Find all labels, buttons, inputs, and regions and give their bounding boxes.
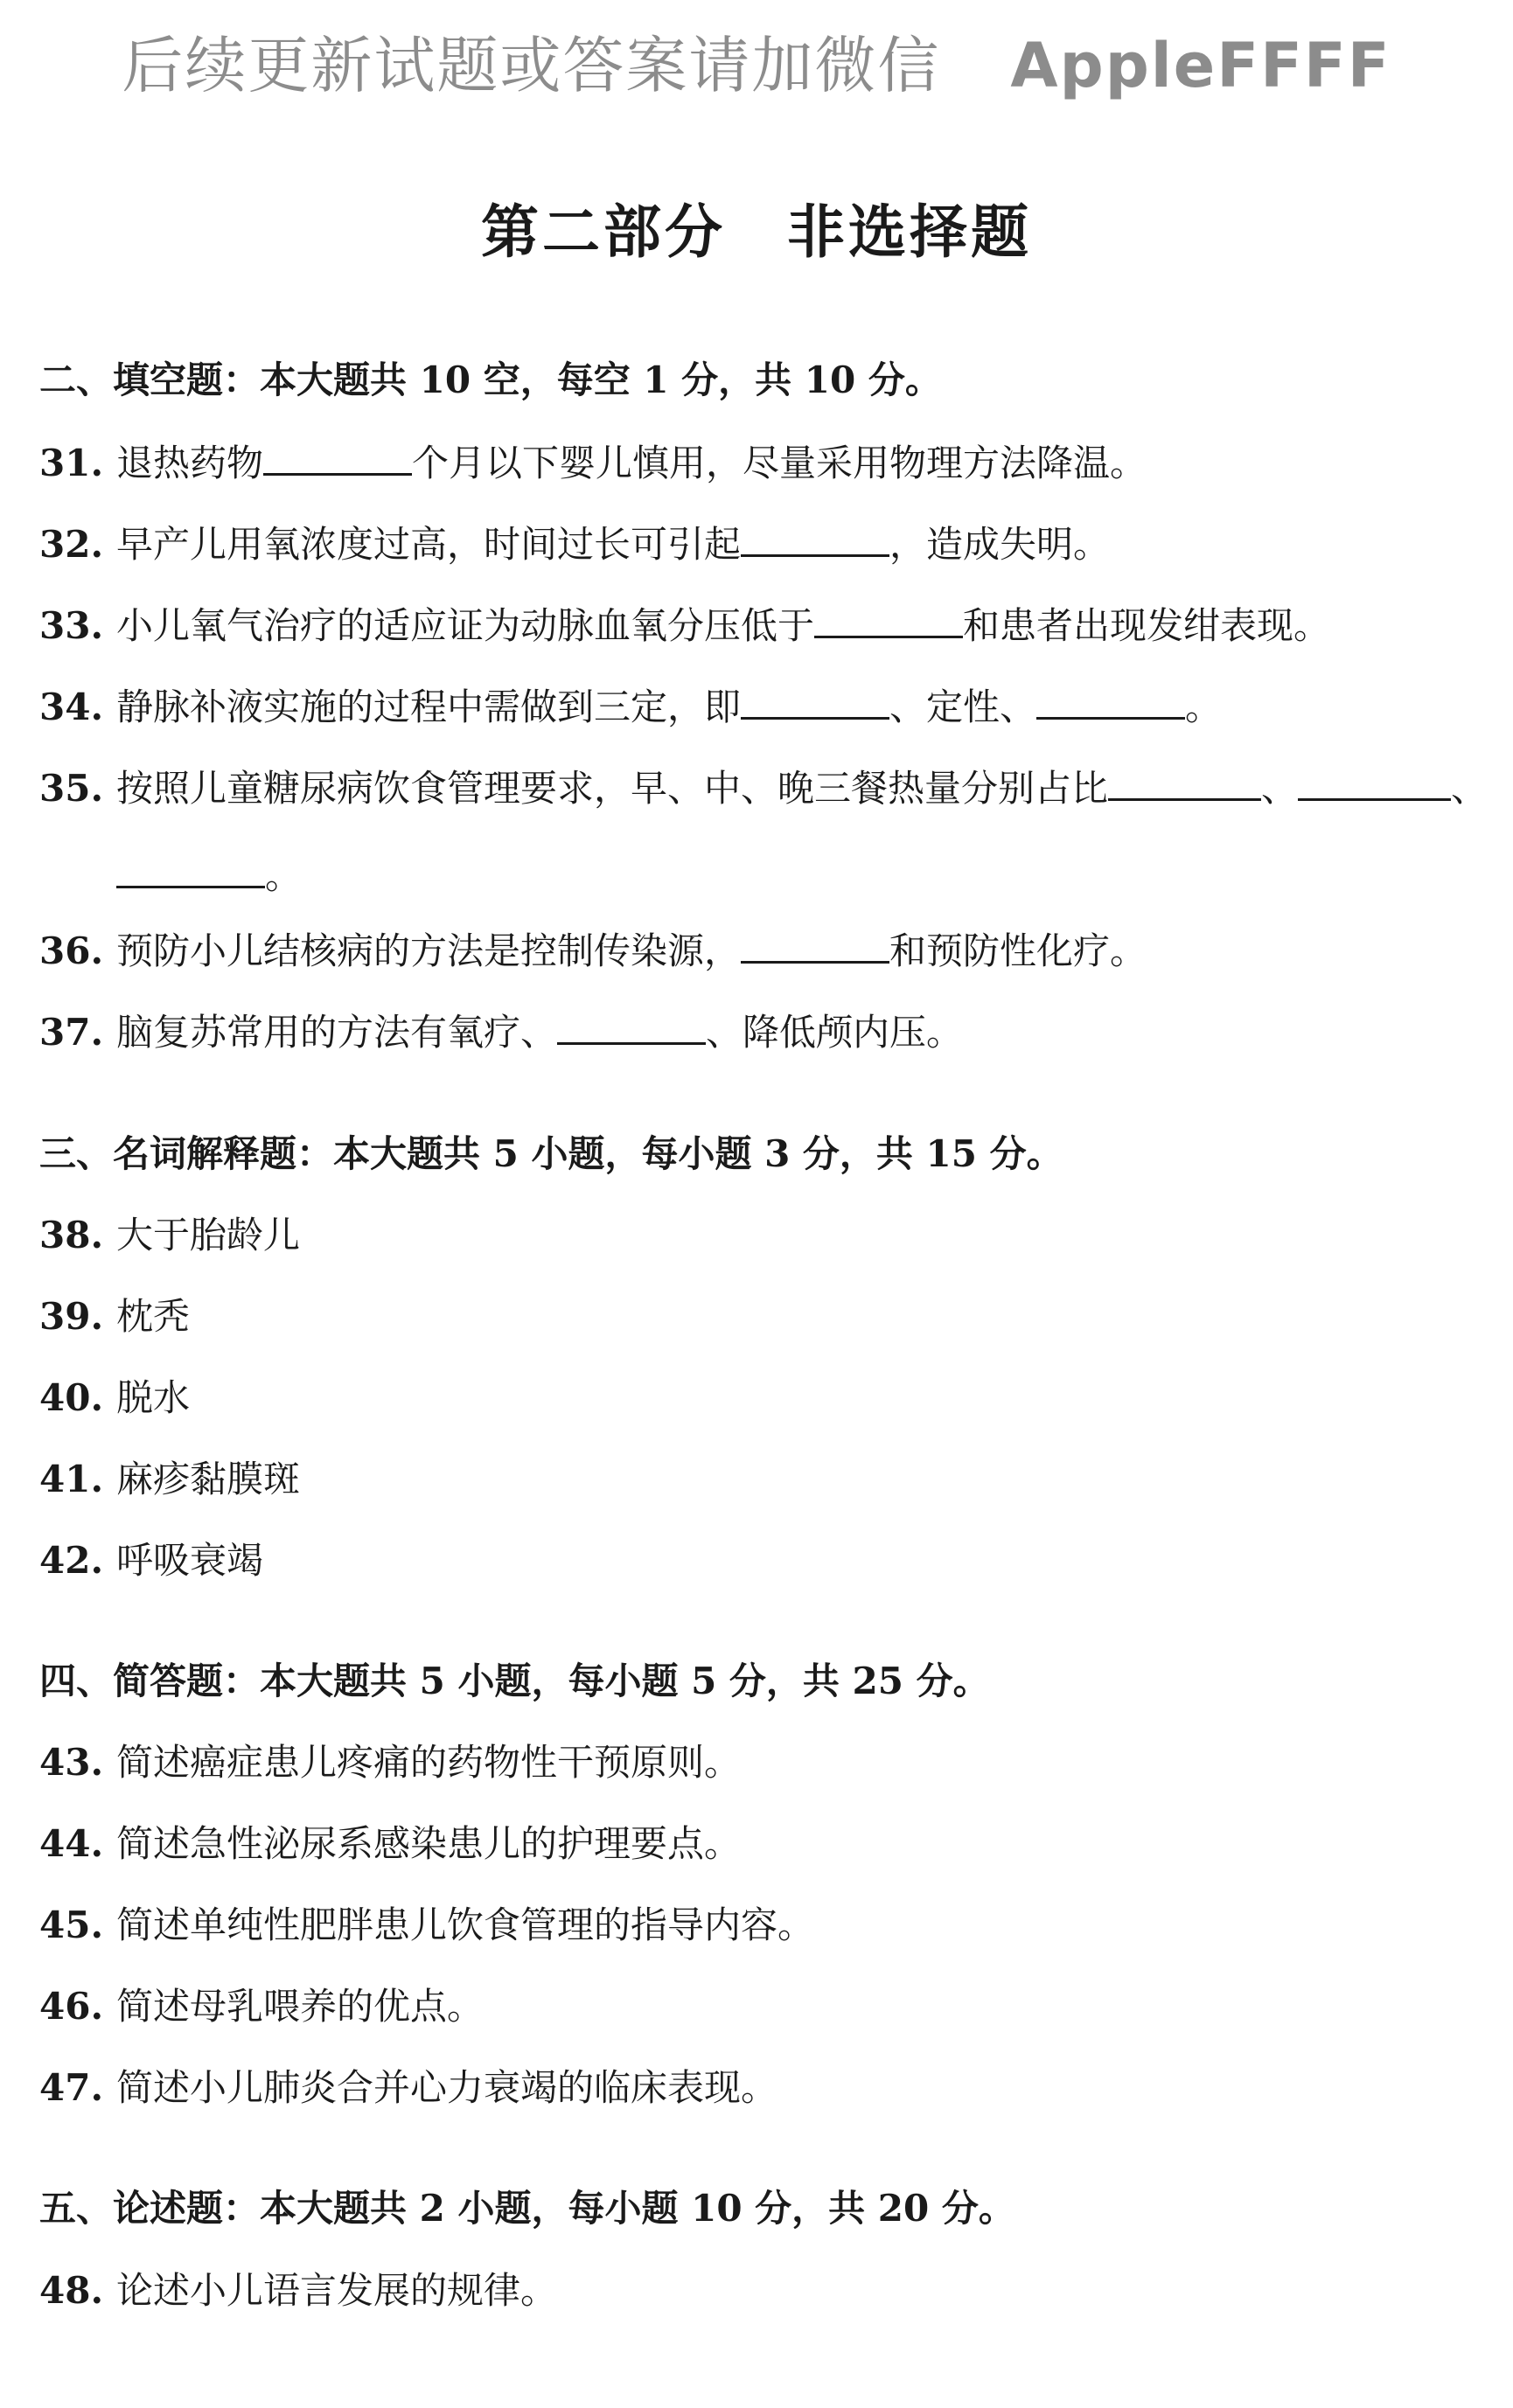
question-text: 静脉补液实施的过程中需做到三定，即 [116, 686, 742, 728]
question-text: 。 [265, 854, 303, 897]
answer-blank [557, 1013, 706, 1045]
header-note-contact: AppleFFFF [1010, 30, 1391, 101]
question-text: 简述单纯性肥胖患儿饮食管理的指导内容。 [116, 1903, 815, 1946]
question-46 [39, 1980, 1478, 2033]
question-number: 35. [39, 767, 104, 810]
question-text: 论述小儿语言发展的规律。 [116, 2269, 558, 2312]
question-text: 简述母乳喂养的优点。 [116, 1985, 485, 2028]
question-text: 小儿氧气治疗的适应证为动脉血氧分压低于 [116, 604, 815, 647]
question-text: 简述急性泌尿系感染患儿的护理要点。 [116, 1822, 742, 1865]
question-42 [39, 1535, 1478, 1587]
question-text: 。 [1185, 686, 1223, 728]
question-35 [39, 762, 1489, 815]
question-number: 31. [39, 442, 104, 484]
answer-blank [741, 687, 889, 720]
section-heading-short-answer: 四、简答题：本大题共 5 小题，每小题 5 分，共 25 分。 [39, 1660, 990, 1702]
question-43 [39, 1736, 1478, 1789]
question-35-continued [116, 850, 1478, 902]
question-text: 、 [1261, 767, 1299, 810]
question-number: 33. [39, 604, 104, 647]
question-text: 、定性、 [889, 686, 1037, 728]
question-text: 大于胎龄儿 [116, 1214, 301, 1256]
question-39 [39, 1291, 1478, 1343]
answer-blank [814, 606, 963, 638]
question-number: 32. [39, 523, 104, 566]
question-number: 37. [39, 1011, 104, 1054]
section-heading-fill-blank: 二、填空题：本大题共 10 空，每空 1 分，共 10 分。 [39, 358, 942, 401]
question-41 [39, 1453, 1478, 1506]
question-text: 麻疹黏膜斑 [116, 1458, 301, 1500]
question-text: ，造成失明。 [889, 523, 1111, 566]
question-number: 40. [39, 1376, 104, 1419]
answer-blank [741, 931, 889, 964]
question-33 [39, 600, 1478, 652]
question-number: 44. [39, 1822, 104, 1865]
question-number: 36. [39, 929, 104, 972]
question-32 [39, 518, 1478, 571]
question-number: 48. [39, 2269, 104, 2312]
part-title-left: 第二部分 [481, 198, 726, 266]
question-number: 38. [39, 1214, 104, 1256]
question-number: 41. [39, 1458, 104, 1500]
header-note-text: 后续更新试题或答案请加微信 [122, 30, 941, 101]
section-heading-terms: 三、名词解释题：本大题共 5 小题，每小题 3 分，共 15 分。 [39, 1132, 1063, 1175]
answer-blank [1108, 769, 1261, 801]
answer-blank [263, 443, 412, 476]
question-text: 脑复苏常用的方法有氧疗、 [116, 1011, 558, 1054]
question-text: 早产儿用氧浓度过高，时间过长可引起 [116, 523, 742, 566]
question-45 [39, 1899, 1478, 1952]
question-31 [39, 437, 1478, 490]
question-44 [39, 1818, 1478, 1870]
question-text: 呼吸衰竭 [116, 1539, 264, 1582]
question-number: 45. [39, 1903, 104, 1946]
question-34 [39, 681, 1478, 734]
answer-blank [741, 525, 889, 557]
question-text: 和预防性化疗。 [889, 929, 1147, 972]
question-text: 退热药物 [116, 442, 264, 484]
question-text: 个月以下婴儿慎用，尽量采用物理方法降温。 [412, 442, 1147, 484]
question-number: 47. [39, 2066, 104, 2109]
question-number: 39. [39, 1295, 104, 1338]
question-text: 按照儿童糖尿病饮食管理要求，早、中、晚三餐热量分别占比 [116, 767, 1109, 810]
answer-blank [1036, 687, 1185, 720]
question-40 [39, 1372, 1478, 1424]
question-text: 预防小儿结核病的方法是控制传染源， [116, 929, 742, 972]
answer-blank [1298, 769, 1451, 801]
question-number: 34. [39, 686, 104, 728]
question-47 [39, 2062, 1478, 2114]
question-37 [39, 1006, 1478, 1059]
header-note [0, 26, 1513, 105]
part-title-right: 非选择题 [787, 198, 1032, 266]
answer-blank [116, 856, 265, 888]
question-text: 枕秃 [116, 1295, 191, 1338]
question-number: 43. [39, 1741, 104, 1784]
question-text: 、 [1451, 767, 1489, 810]
question-48 [39, 2265, 1478, 2317]
question-text: 简述癌症患儿疼痛的药物性干预原则。 [116, 1741, 742, 1784]
question-number: 46. [39, 1985, 104, 2028]
question-text: 脱水 [116, 1376, 191, 1419]
question-38 [39, 1209, 1478, 1262]
question-number: 42. [39, 1539, 104, 1582]
question-text: 简述小儿肺炎合并心力衰竭的临床表现。 [116, 2066, 778, 2109]
question-text: 、降低颅内压。 [706, 1011, 964, 1054]
question-text: 和患者出现发绀表现。 [963, 604, 1331, 647]
section-heading-essay: 五、论述题：本大题共 2 小题，每小题 10 分，共 20 分。 [39, 2187, 1015, 2230]
part-title [0, 197, 1513, 267]
question-36 [39, 925, 1478, 978]
